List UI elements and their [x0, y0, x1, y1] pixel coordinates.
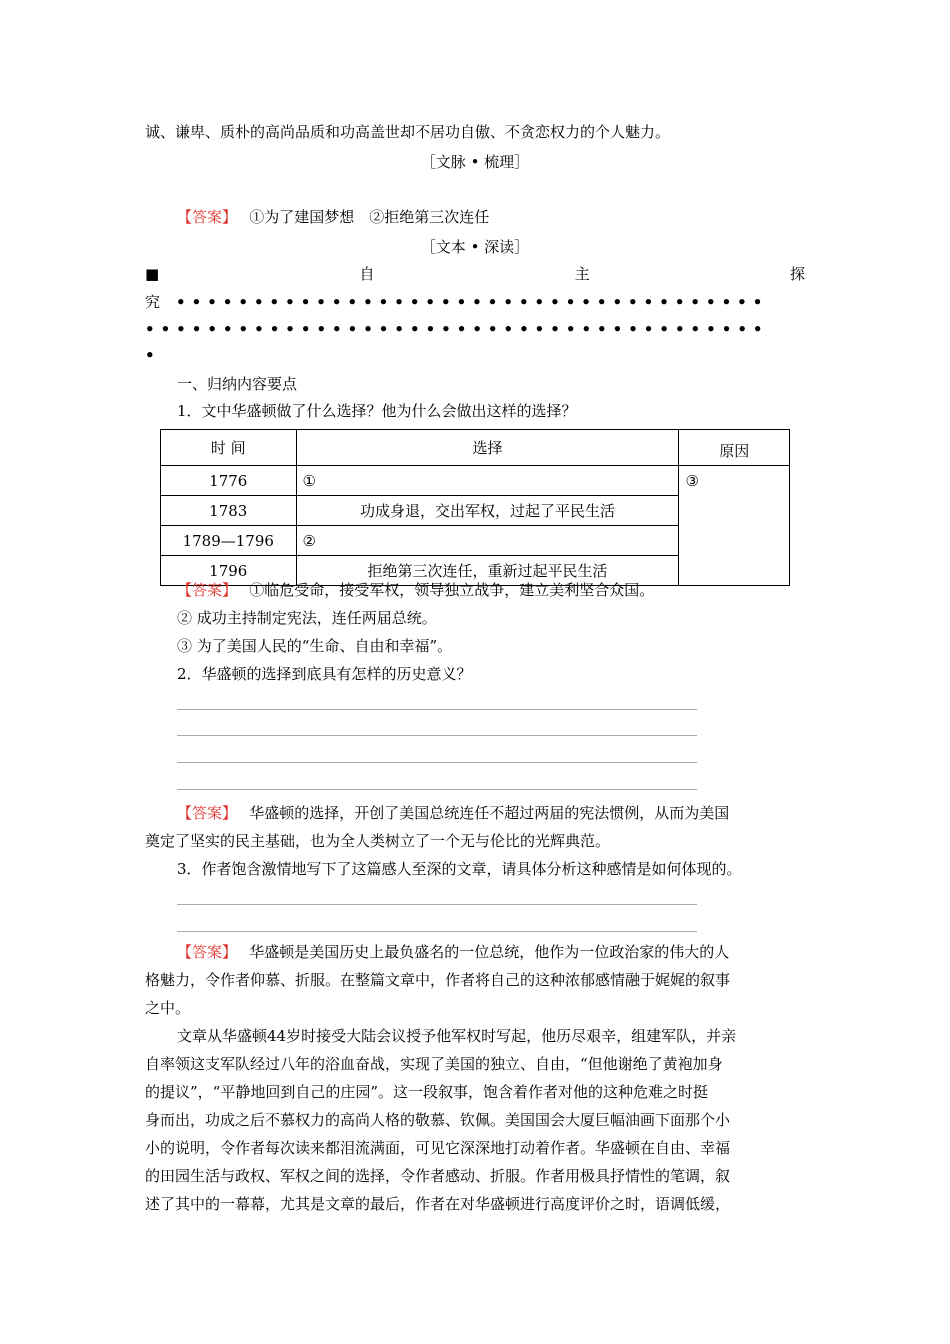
answer-blank-line	[177, 735, 697, 736]
table-header-row	[161, 430, 790, 466]
answer-label: 【答案】	[177, 208, 230, 226]
zizhu-char-4: 究	[145, 293, 161, 311]
q2-answer-line-2: 奠定了坚实的民主基础，也为全人类树立了一个无与伦比的光辉典范。	[145, 832, 611, 850]
zizhu-dots-line-2	[145, 319, 805, 339]
paragraph-line: 的提议”，“平静地回到自己的庄园”。这一段叙事，饱含着作者对他的这种危难之时挺	[145, 1083, 709, 1101]
answer-blank-line	[177, 709, 697, 710]
answer-blank-line	[177, 931, 697, 932]
question-2: 2．华盛顿的选择到底具有怎样的历史意义？	[177, 665, 472, 683]
q3-answer-line-1	[177, 942, 837, 962]
q3-answer-line-3: 之中。	[145, 999, 191, 1017]
q1-answer-1-text: ①临危受命，接受军权，领导独立战争，建立美利坚合众国。	[249, 581, 655, 599]
table-cell-reason: ③	[679, 466, 790, 586]
question-3: 3．作者饱含激情地写下了这篇感人至深的文章，请具体分析这种感情是如何体现的。	[177, 860, 742, 878]
answer-1-text: ①为了建国梦想 ②拒绝第三次连任	[249, 208, 490, 226]
table-row	[161, 466, 790, 496]
paragraph-line: 文章从华盛顿44岁时接受大陆会议授予他军权时写起，他历尽艰辛，组建军队，并亲	[177, 1027, 737, 1045]
table-cell-choice: ①	[296, 466, 679, 496]
answer-blank-line	[177, 762, 697, 763]
answer-blank-line	[177, 904, 697, 905]
question-1: 1．文中华盛顿做了什么选择？他为什么会做出这样的选择？	[177, 402, 577, 420]
zizhu-dots-line-3	[145, 345, 805, 365]
zizhu-char-2: 主	[574, 265, 590, 283]
zizhu-dots-line-1	[145, 292, 805, 312]
answer-label: 【答案】	[177, 581, 230, 599]
q2-answer-text: 华盛顿的选择，开创了美国总统连任不超过两届的宪法惯例，从而为美国	[249, 804, 730, 822]
part1-heading: 一、归纳内容要点	[177, 375, 298, 393]
zizhu-char-1: 自	[359, 265, 375, 283]
q1-answer-3: ③ 为了美国人民的“生命、自由和幸福”。	[177, 637, 453, 655]
zizhu-heading	[145, 264, 805, 284]
q1-answer-1	[177, 580, 837, 600]
square-bullet-icon: ■	[145, 265, 160, 283]
answer-1	[177, 207, 837, 227]
q3-answer-text: 华盛顿是美国历史上最负盛名的一位总统，他作为一位政治家的伟大的人	[249, 943, 730, 961]
dot-leader: ••••••••••••••••••••••••••••••••••••••••	[145, 320, 769, 338]
section-heading-wenben: ［文本 • 深读］	[420, 238, 530, 256]
table-header-choice: 选择	[296, 430, 679, 466]
intro-line: 诚、谦卑、质朴的高尚品质和功高盖世却不居功自傲、不贪恋权力的个人魅力。	[145, 123, 671, 141]
table-cell-time: 1776	[161, 466, 297, 496]
q2-answer-line-1	[177, 803, 837, 823]
dot-leader: ••••••••••••••••••••••••••••••••••••••	[164, 293, 769, 311]
paragraph-line: 小的说明，令作者每次读来都泪流满面，可见它深深地打动着作者。华盛顿在自由、幸福	[145, 1139, 731, 1157]
choice-table	[160, 429, 790, 586]
table-cell-time: 1783	[161, 496, 297, 526]
paragraph-line: 述了其中的一幕幕，尤其是文章的最后，作者在对华盛顿进行高度评价之时，语调低缓，	[145, 1195, 731, 1213]
table-header-time: 时 间	[161, 430, 297, 466]
table-cell-choice: 功成身退，交出军权，过起了平民生活	[296, 496, 679, 526]
table-cell-choice: ②	[296, 526, 679, 556]
table-cell-time: 1789—1796	[161, 526, 297, 556]
paragraph-line: 的田园生活与政权、军权之间的选择，令作者感动、折服。作者用极具抒情性的笔调，叙	[145, 1167, 731, 1185]
table-cell-choice: 拒绝第三次连任，重新过起平民生活	[296, 556, 679, 586]
answer-blank-line	[177, 789, 697, 790]
q3-answer-line-2: 格魅力，令作者仰慕、折服。在整篇文章中，作者将自己的这种浓郁感情融于娓娓的叙事	[145, 971, 731, 989]
section-heading-wenmai: ［文脉 • 梳理］	[420, 153, 530, 171]
table-header-reason: 原因	[679, 430, 790, 466]
answer-label: 【答案】	[177, 943, 230, 961]
dot-leader: •	[145, 346, 161, 364]
q1-answer-2: ② 成功主持制定宪法，连任两届总统。	[177, 609, 437, 627]
paragraph-line: 身而出，功成之后不慕权力的高尚人格的敬慕、钦佩。美国国会大厦巨幅油画下面那个小	[145, 1111, 731, 1129]
answer-label: 【答案】	[177, 804, 230, 822]
paragraph-line: 自率领这支军队经过八年的浴血奋战，实现了美国的独立、自由，“但他谢绝了黄袍加身	[145, 1055, 723, 1073]
table-cell-time: 1796	[161, 556, 297, 586]
zizhu-char-3: 探	[789, 265, 805, 283]
